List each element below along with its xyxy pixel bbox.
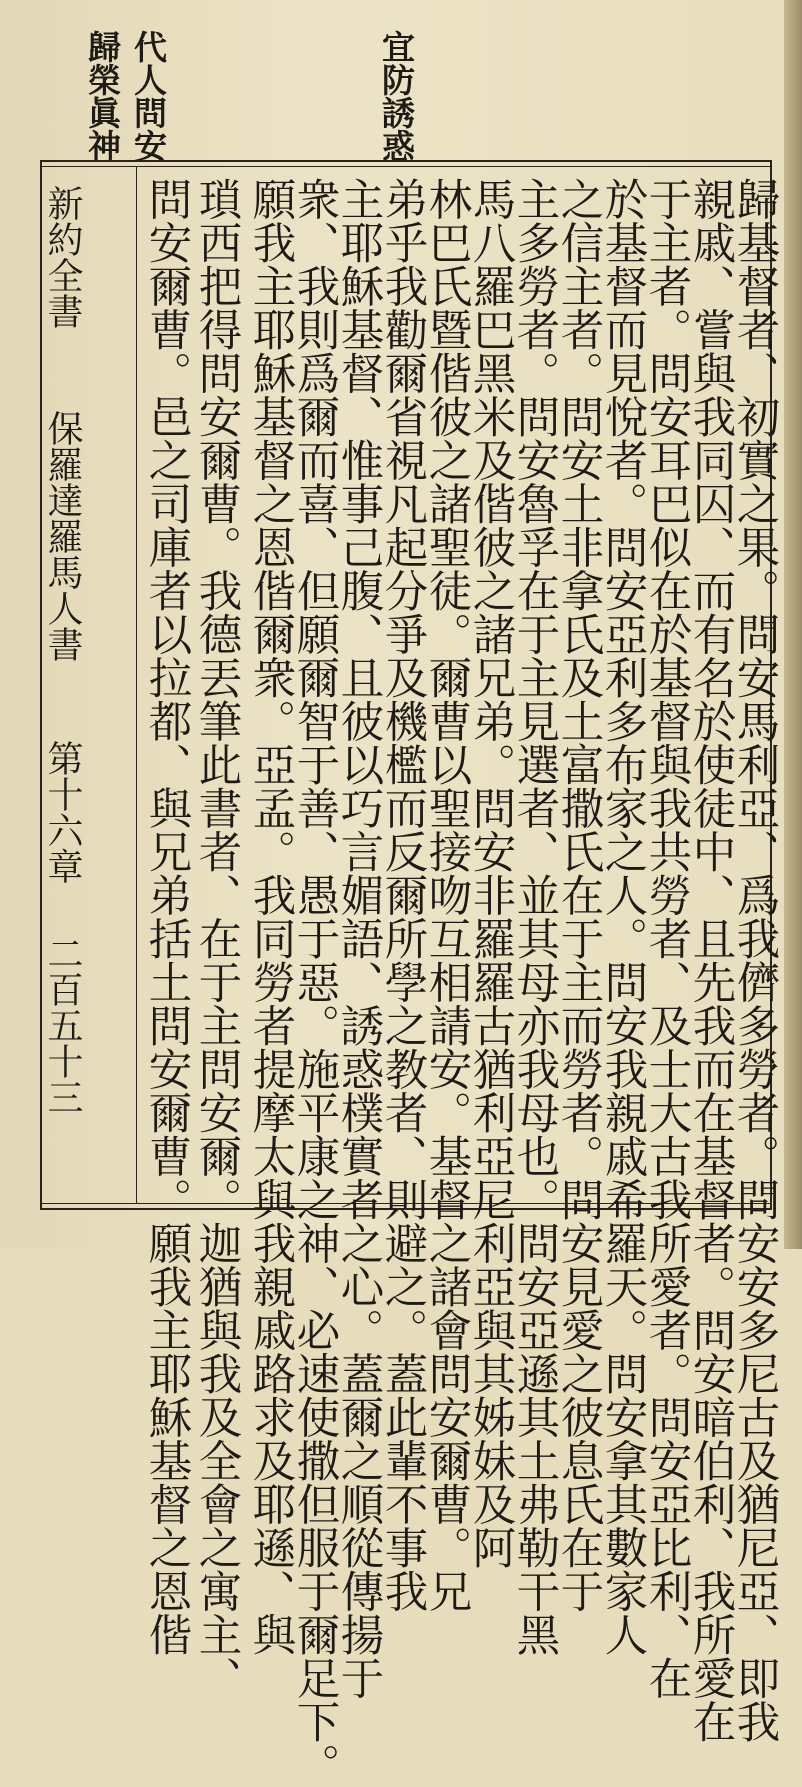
- chapter-label: 第十六章: [42, 740, 83, 884]
- text-column: 親戚、嘗與我同囚、而有名於使徒中、且先我而在基督者。問安暗伯利、我所愛在: [685, 177, 736, 1743]
- text-column: 馬八羅巴黑米及偕彼之諸兄弟。問安非羅羅古猶利亞尼利亞與其姊妹及阿: [465, 177, 516, 1569]
- frame-rule-top: [40, 166, 772, 167]
- heading-glory-to-god: 歸榮眞神: [83, 30, 122, 162]
- text-column: 于主者。問安耳巴似在於基督與我共勞者、及士大古我所愛者。問安亞比利、在: [641, 177, 692, 1700]
- text-column: 歸基督者、初實之果。問安馬利亞、爲我儕多勞者。問安安多尼古及猶尼亞、即我: [729, 177, 780, 1743]
- book-title: 新約全書: [42, 185, 83, 329]
- heading-beware-temptation: 宜防誘惑: [377, 30, 416, 162]
- footer-divider: [136, 167, 137, 1203]
- text-column: 之信主者。問安土非拿氏及土富撒氏在于主而勞者。問安見愛之彼息氏在于: [553, 177, 604, 1613]
- text-column: 主耶穌基督、惟事己腹、且彼以巧言媚語、誘惑樸實者之心。蓋爾之順從傳揚于: [333, 177, 384, 1700]
- epistle-title: 保羅達羅馬人書: [42, 410, 83, 662]
- text-column: 問安爾曹。邑之司庫者以拉都、與兄弟括土問安爾曹。願我主耶穌基督之恩偕: [141, 177, 192, 1656]
- heading-greetings-on-behalf: 代人問安: [129, 30, 168, 162]
- text-column: 於基督而見悅者。問安亞利多布家之人。問安我親戚希羅天。問安拿其數家人: [597, 177, 648, 1656]
- page-number: 二百五十三: [42, 935, 83, 1115]
- text-column: 瑣西把得問安爾曹。我德丟筆此書者、在于主問安爾。迦猶與我及全會之寓主、: [191, 177, 242, 1700]
- text-column: 願我主耶穌基督之恩偕爾衆。亞孟。我同勞者提摩太與我親戚路求及耶遜、與: [245, 177, 296, 1656]
- text-column: 弟乎我勸爾省視凡起分爭及機檻而反爾所學之教者、則避之。蓋此輩不事我: [377, 177, 428, 1613]
- text-column: 衆、我則爲爾而喜、但願爾智于善、愚于惡。施平康之神、必速使撒但服于爾足下。: [289, 177, 340, 1787]
- page-edge: [784, 0, 802, 1249]
- text-column: 主多勞者。問安魯孚在于主見選者、並其母亦我母也。問安亞遜其土弗勒干黑: [509, 177, 560, 1656]
- text-column: 林巴氏暨偕彼之諸聖徒。爾曹以聖接吻互相請安。基督之諸會問安爾曹。兄: [421, 177, 472, 1613]
